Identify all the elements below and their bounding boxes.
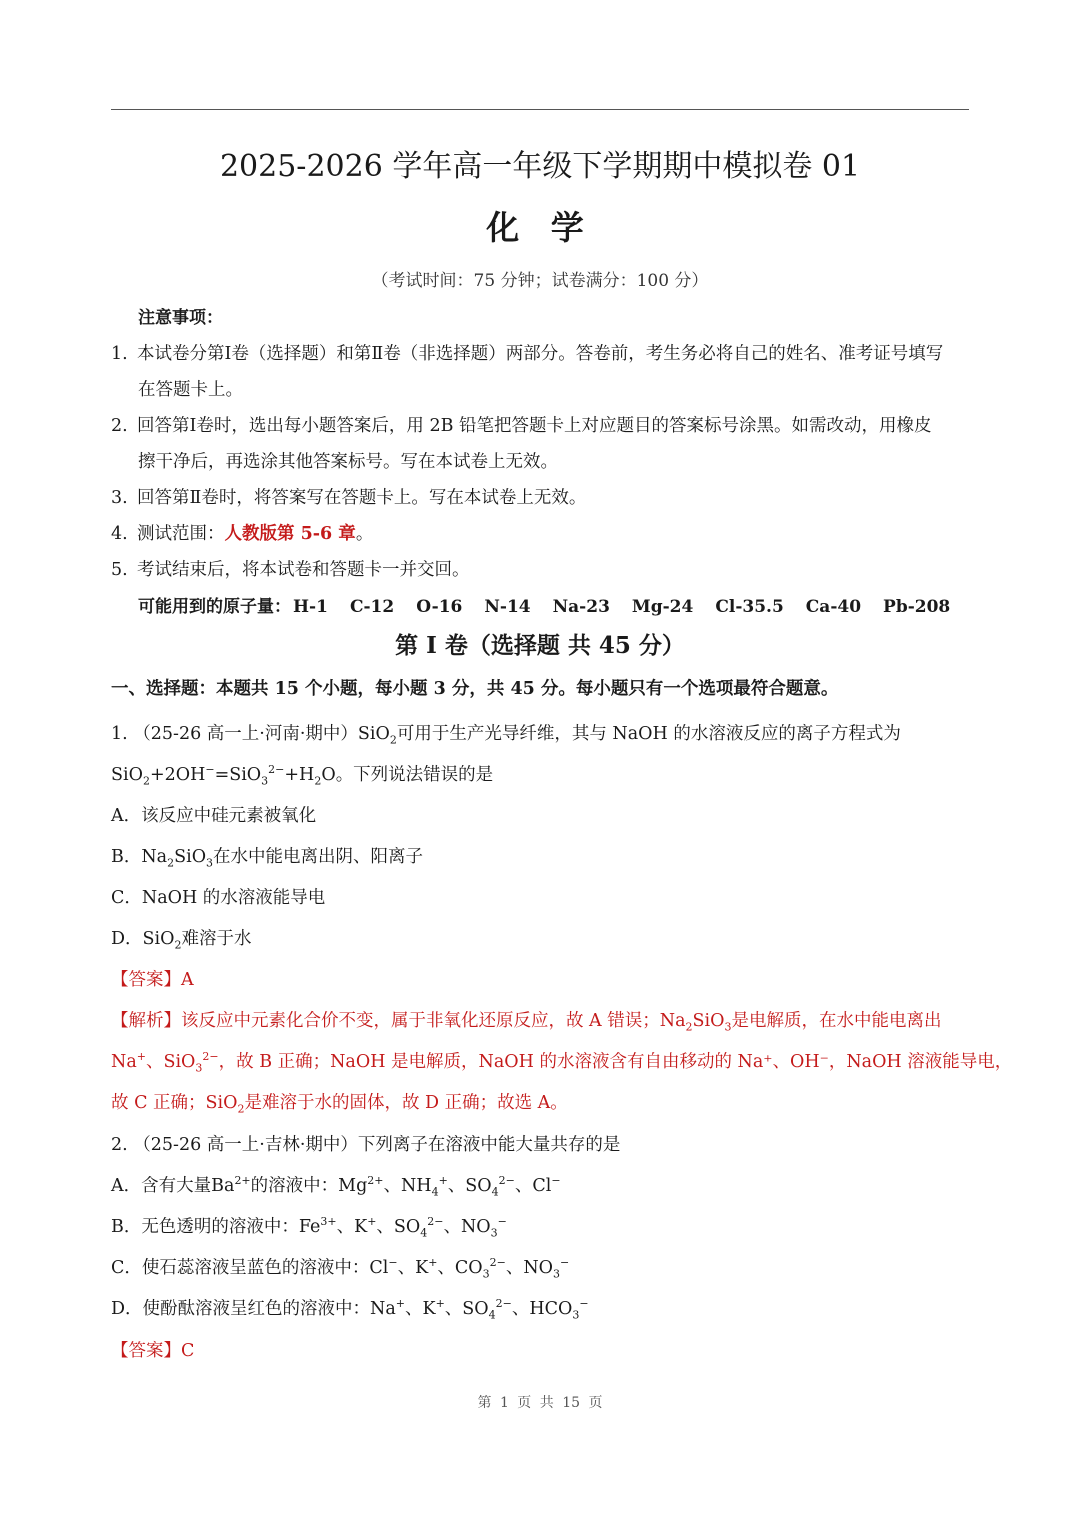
q1-option-d-post: 难溶于水 [181, 929, 252, 949]
atomic-mass: Cl-35.5 [715, 597, 784, 617]
question-1-stem: 1. （25-26 高一上·河南·期中）SiO$_2$可用于生产光导纤维，其与 NaOH 的水溶液反应的离子方程式为 [111, 724, 901, 747]
header-rule [111, 109, 969, 110]
q2-option-c-pre: C．使石蕊溶液呈蓝色的溶液中： [111, 1258, 370, 1278]
exam-meta: （考试时间：75 分钟；试卷满分：100 分） [371, 271, 709, 291]
q1-stem-tail: 。下列说法错误的是 [335, 765, 494, 785]
q2-option-d-pre: D．使酚酞溶液呈红色的溶液中： [111, 1299, 371, 1319]
q2-option-d: D．使酚酞溶液呈红色的溶液中：Na+、K+、$SO_4^{2-}$、$HCO_3^-$ [111, 1297, 589, 1322]
q1-option-b-post: 在水中能电离出阴、阳离子 [213, 847, 424, 867]
notice-num: 4. [111, 524, 128, 544]
test-scope: 人教版第 5-6 章 [224, 524, 356, 544]
notice-num: 1. [111, 344, 128, 364]
atomic-mass: Na-23 [552, 597, 610, 617]
section-heading: 第 I 卷（选择题 共 45 分） [395, 632, 685, 659]
exam-title: 2025-2026 学年高一年级下学期期中模拟卷 01 [219, 149, 861, 184]
atomic-mass: N-14 [484, 597, 531, 617]
q1-answer: 【答案】A [111, 970, 194, 990]
q1-option-d: D．SiO$_2$难溶于水 [111, 929, 252, 952]
notice-text: 考试结束后，将本试卷和答题卡一并交回。 [137, 560, 470, 580]
atomic-mass: Mg-24 [631, 597, 694, 617]
section-instructions: 一、选择题：本题共 15 个小题，每小题 3 分，共 45 分。每小题只有一个选项最符合题意。 [111, 679, 839, 699]
q1-option-d-pre: D．SiO [111, 929, 175, 949]
q1-option-a: A．该反应中硅元素被氧化 [111, 806, 317, 826]
question-2-stem: 2. （25-26 高一上·吉林·期中）下列离子在溶液中能大量共存的是 [111, 1135, 621, 1155]
notice-num: 5. [111, 560, 128, 580]
q2-option-b: B．无色透明的溶液中：$Fe^{3+}$、K+、$SO_4^{2-}$、$NO_3^-$ [111, 1215, 507, 1240]
atomic-mass: C-12 [349, 597, 395, 617]
notice-heading: 注意事项： [138, 308, 223, 328]
q1-stem-rest: 可用于生产光导纤维，其与 NaOH 的水溶液反应的离子方程式为 [396, 724, 901, 744]
q1-stem-intro: 1. （25-26 高一上·河南·期中）SiO [111, 724, 390, 744]
page-footer: 第 1 页 共 15 页 [477, 1395, 603, 1411]
atomic-mass: Pb-208 [883, 597, 951, 617]
q2-option-a-mid: 的溶液中： [250, 1176, 339, 1196]
notice-num: 3. [111, 488, 128, 508]
notice-text: 回答第Ⅰ卷时，选出每小题答案后，用 2B 铅笔把答题卡上对应题目的答案标号涂黑。如需改动，用橡皮 [137, 416, 932, 436]
notice-text: 测试范围： [137, 524, 225, 544]
q2-option-a-pre: A．含有大量Ba [111, 1176, 235, 1196]
q1-analysis-line-1: 【解析】该反应中元素化合价不变，属于非氧化还原反应，故 A 错误；$Na_2SiO_3$是电解质，在水中能电离出 [111, 1011, 942, 1034]
analysis-label: 【解析】 [111, 1011, 181, 1031]
analysis-text: 是电解质，在水中能电离出 [731, 1011, 942, 1031]
question-1-equation: $SiO_2+2OH^-=SiO_3^{2-}+H_2O$。下列说法错误的是 [111, 763, 494, 788]
notice-item-2 [111, 412, 932, 437]
q1-analysis-line-3: 故 C 正确；SiO$_2$是难溶于水的固体，故 D 正确；故选 A。 [111, 1093, 568, 1116]
atomic-masses [138, 592, 972, 617]
q2-answer: 【答案】C [111, 1341, 195, 1361]
notice-item-2-cont: 擦干净后，再选涂其他答案标号。写在本试卷上无效。 [138, 452, 558, 472]
notice-item-5 [111, 556, 470, 581]
atomic-mass: O-16 [416, 597, 463, 617]
notice-item-3 [111, 484, 586, 509]
atomic-label: 可能用到的原子量： [138, 597, 291, 617]
notice-item-4 [111, 520, 373, 545]
atomic-mass: H-1 [293, 597, 328, 617]
subject-title: 化 学 [486, 208, 594, 247]
notice-text: 。 [355, 524, 374, 544]
q1-option-b: B．$Na_2SiO_3$在水中能电离出阴、阳离子 [111, 847, 424, 870]
notice-item-1 [111, 340, 943, 365]
notice-text: 回答第Ⅱ卷时，将答案写在答题卡上。写在本试卷上无效。 [137, 488, 587, 508]
notice-text: 本试卷分第Ⅰ卷（选择题）和第Ⅱ卷（非选择题）两部分。答卷前，考生务必将自己的姓名、准考证号填写 [137, 344, 944, 364]
q2-option-a: A．含有大量$Ba^{2+}$的溶液中：$Mg^{2+}$、$NH_4^+$、$SO_4^{2-}$、Cl− [111, 1174, 561, 1199]
q1-analysis-line-2: Na+、SiO$_3^{2-}$，故 B 正确；NaOH 是电解质，NaOH 的水溶液含有自由移动的 Na⁺、OH⁻，NaOH 溶液能导电， [111, 1050, 1013, 1075]
q1-option-c: C．NaOH 的水溶液能导电 [111, 888, 326, 908]
analysis-text: 该反应中元素化合价不变，属于非氧化还原反应，故 A 错误；Na [181, 1011, 686, 1031]
analysis-text: ，故 B 正确；NaOH 是电解质，NaOH 的水溶液含有自由移动的 Na⁺、OH⁻，NaOH 溶液能导电， [218, 1052, 1013, 1072]
q2-option-b-pre: B．无色透明的溶液中： [111, 1217, 299, 1237]
atomic-mass: Ca-40 [805, 597, 862, 617]
notice-item-1-cont: 在答题卡上。 [138, 380, 243, 400]
analysis-text: 故 C 正确；SiO [111, 1093, 238, 1113]
q1-option-b-pre: B．Na [111, 847, 168, 867]
q2-option-c: C．使石蕊溶液呈蓝色的溶液中：Cl−、K+、$CO_3^{2-}$、$NO_3^-$ [111, 1256, 570, 1281]
analysis-text: 是难溶于水的固体，故 D 正确；故选 A。 [244, 1093, 568, 1113]
notice-num: 2. [111, 416, 128, 436]
